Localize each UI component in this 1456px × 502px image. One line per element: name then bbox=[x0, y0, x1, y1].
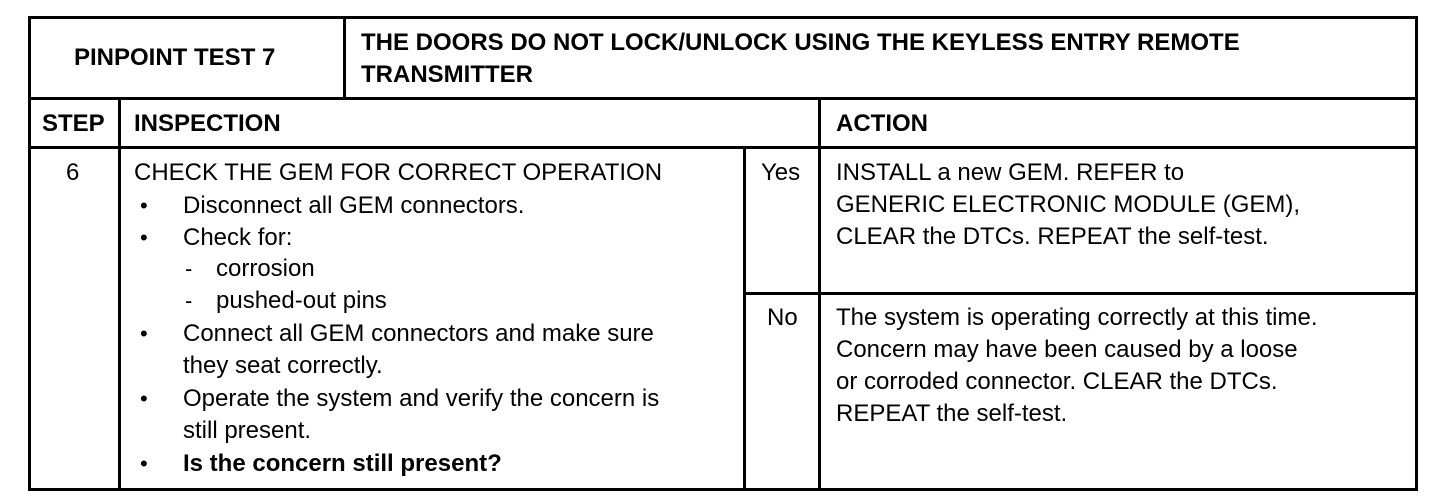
inspection-column-header: INSPECTION bbox=[134, 110, 281, 137]
yes-no-divider bbox=[743, 292, 1418, 295]
no-action-line-3: or corroded connector. CLEAR the DTCs. bbox=[836, 368, 1278, 395]
header-divider bbox=[28, 97, 1418, 100]
header-title-divider bbox=[343, 16, 346, 99]
yes-action-line-2: GENERIC ELECTRONIC MODULE (GEM), bbox=[836, 191, 1301, 218]
inspection-item: Disconnect all GEM connectors. bbox=[183, 192, 525, 219]
inspection-item: Check for: bbox=[183, 224, 293, 251]
inspection-question: Is the concern still present? bbox=[183, 450, 502, 477]
test-label: PINPOINT TEST 7 bbox=[74, 44, 276, 71]
yes-label: Yes bbox=[761, 159, 801, 186]
bullet-marker: • bbox=[140, 193, 148, 218]
bullet-marker: • bbox=[140, 386, 148, 411]
inspection-item: Connect all GEM connectors and make sure bbox=[183, 320, 654, 347]
no-label: No bbox=[767, 304, 798, 331]
inspection-subitem: pushed-out pins bbox=[216, 287, 387, 314]
dash-marker: - bbox=[185, 288, 193, 313]
step-column-header: STEP bbox=[42, 110, 105, 137]
no-action-line-4: REPEAT the self-test. bbox=[836, 400, 1068, 427]
column-header-divider bbox=[28, 146, 1418, 149]
test-title-line-1: THE DOORS DO NOT LOCK/UNLOCK USING THE KEYLESS ENTRY REMOTE bbox=[361, 29, 1240, 56]
bullet-marker: • bbox=[140, 451, 148, 476]
action-column-divider bbox=[818, 97, 821, 491]
no-action-line-1: The system is operating correctly at this time. bbox=[836, 304, 1318, 331]
step-column-divider bbox=[118, 97, 121, 491]
inspection-subitem: corrosion bbox=[216, 255, 315, 282]
test-title-line-2: TRANSMITTER bbox=[361, 61, 533, 88]
inspection-title: CHECK THE GEM FOR CORRECT OPERATION bbox=[134, 159, 663, 186]
inspection-item-continuation: they seat correctly. bbox=[183, 352, 383, 379]
inspection-item: Operate the system and verify the concern is bbox=[183, 385, 660, 412]
dash-marker: - bbox=[185, 256, 193, 281]
yes-action-line-3: CLEAR the DTCs. REPEAT the self-test. bbox=[836, 223, 1269, 250]
step-number: 6 bbox=[66, 159, 80, 186]
bullet-marker: • bbox=[140, 321, 148, 346]
inspection-item-continuation: still present. bbox=[183, 417, 312, 444]
action-column-header: ACTION bbox=[836, 110, 928, 137]
bullet-marker: • bbox=[140, 225, 148, 250]
answer-column-divider bbox=[743, 146, 746, 491]
no-action-line-2: Concern may have been caused by a loose bbox=[836, 336, 1298, 363]
yes-action-line-1: INSTALL a new GEM. REFER to bbox=[836, 159, 1185, 186]
